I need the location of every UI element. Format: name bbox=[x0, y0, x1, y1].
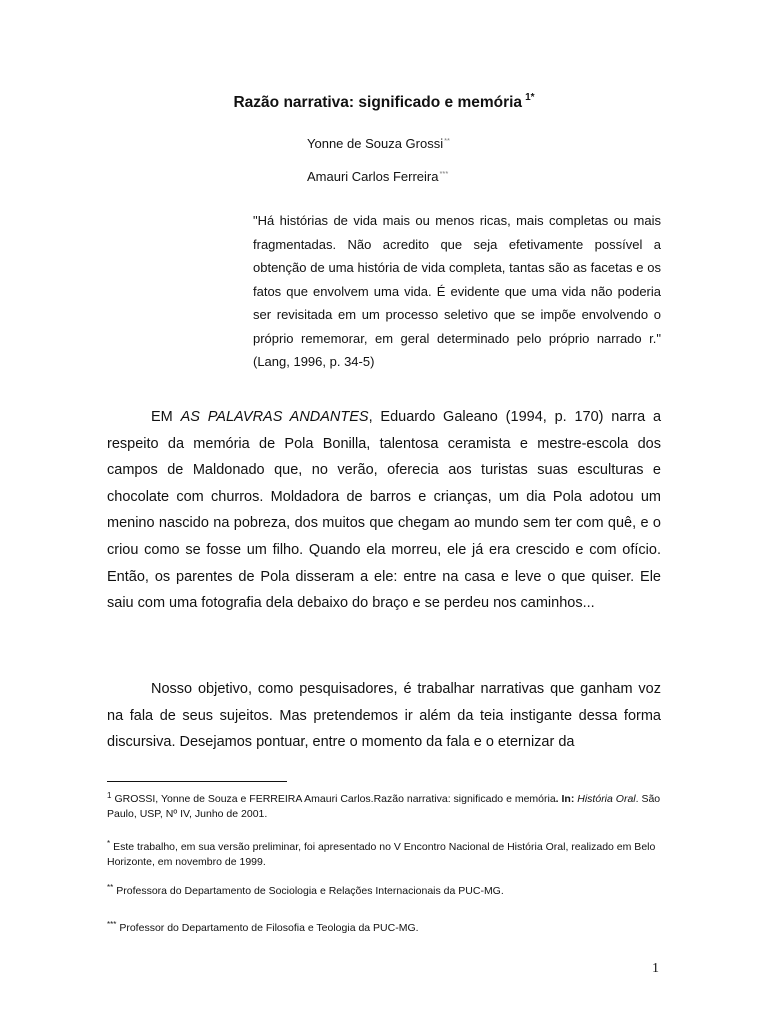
paragraph-1-rest: , Eduardo Galeano (1994, p. 170) narra a respeito da memória de Pola Bonilla, talentosa ceramista e mestre-escola dos campos de Maldonado que, no verão, oferecia aos turistas suas esculturas e chocolate com churros. Moldadora de barros e crianças, um dia Pola adotou um menino nascido na pobreza, dos muitos que chegam ao mundo sem ter com quê, e o criou como se fosse um filho. Quando ela morreu, ele já era crescido e com ofício. Então, os parentes de Pola disseram a ele: entre na casa e leve o que quiser. Ele saiu com uma fotografia dela debaixo do braço e se perdeu nos caminhos... bbox=[107, 409, 662, 612]
footnote-1-italic: História Oral bbox=[577, 793, 636, 805]
paragraph-1-lead: EM bbox=[151, 409, 181, 425]
footnote-1-text-a: GROSSI, Yonne de Souza e FERREIRA Amauri Carlos.Razão narrativa: significado e memória bbox=[114, 793, 556, 805]
footnote-4 bbox=[107, 917, 661, 936]
footnote-1-marker: 1 bbox=[107, 791, 112, 800]
author-1 bbox=[307, 136, 450, 151]
author-1-name: Yonne de Souza Grossi bbox=[307, 136, 444, 151]
epigraph-quote bbox=[253, 209, 661, 374]
footnote-3-text: Professora do Departamento de Sociologia e Relações Internacionais da PUC-MG. bbox=[116, 885, 504, 897]
paragraph-1 bbox=[107, 404, 661, 617]
document-title bbox=[0, 92, 768, 112]
title-footnote-marker: 1* bbox=[525, 92, 535, 103]
footnote-2-text: Este trabalho, em sua versão preliminar, foi apresentado no V Encontro Nacional de História Oral, realizado em Belo Horizonte, em novembro de 1999. bbox=[107, 841, 656, 868]
footnote-4-marker: *** bbox=[107, 920, 117, 929]
author-2-marker: *** bbox=[439, 169, 449, 178]
footnote-4-text: Professor do Departamento de Filosofia e Teologia da PUC-MG. bbox=[119, 922, 419, 934]
author-2 bbox=[307, 169, 448, 184]
title-text: Razão narrativa: significado e memória bbox=[233, 94, 523, 111]
footnote-1-text-b: . In: bbox=[555, 793, 578, 805]
page-number: 1 bbox=[652, 961, 659, 976]
paragraph-2-text: Nosso objetivo, como pesquisadores, é trabalhar narrativas que ganham voz na fala de seus sujeitos. Mas pretendemos ir além da teia instigante dessa forma discursiva. Desejamos pontuar, entre o momento da fala e o eternizar da bbox=[107, 681, 661, 751]
footnote-divider bbox=[107, 781, 287, 782]
epigraph-text: "Há histórias de vida mais ou menos ricas, mais completas ou mais fragmentadas. Não acredito que seja efetivamente possível a obtenção de uma história de vida completa, tantas são as facetas e os fatos que envolvem uma vida. É evidente que uma vida não poderia ser revisitada em um processo seletivo que se impõe envolvendo o próprio rememorar, em geral determinado pelo próprio narrado r." (Lang, 1996, p. 34-5) bbox=[253, 213, 661, 369]
book-title: AS PALAVRAS ANDANTES bbox=[180, 409, 369, 425]
footnote-2-marker: * bbox=[107, 839, 111, 848]
footnote-2 bbox=[107, 836, 661, 870]
footnote-3-marker: ** bbox=[107, 883, 114, 892]
paragraph-1-text bbox=[107, 404, 661, 617]
footnote-3 bbox=[107, 880, 661, 899]
author-1-marker: ** bbox=[444, 136, 450, 145]
paragraph-2 bbox=[107, 676, 661, 756]
footnote-1-text-c: . São Paulo, USP, Nº IV, Junho de 2001. bbox=[107, 793, 661, 820]
footnote-1 bbox=[107, 788, 661, 822]
author-2-name: Amauri Carlos Ferreira bbox=[307, 169, 439, 184]
